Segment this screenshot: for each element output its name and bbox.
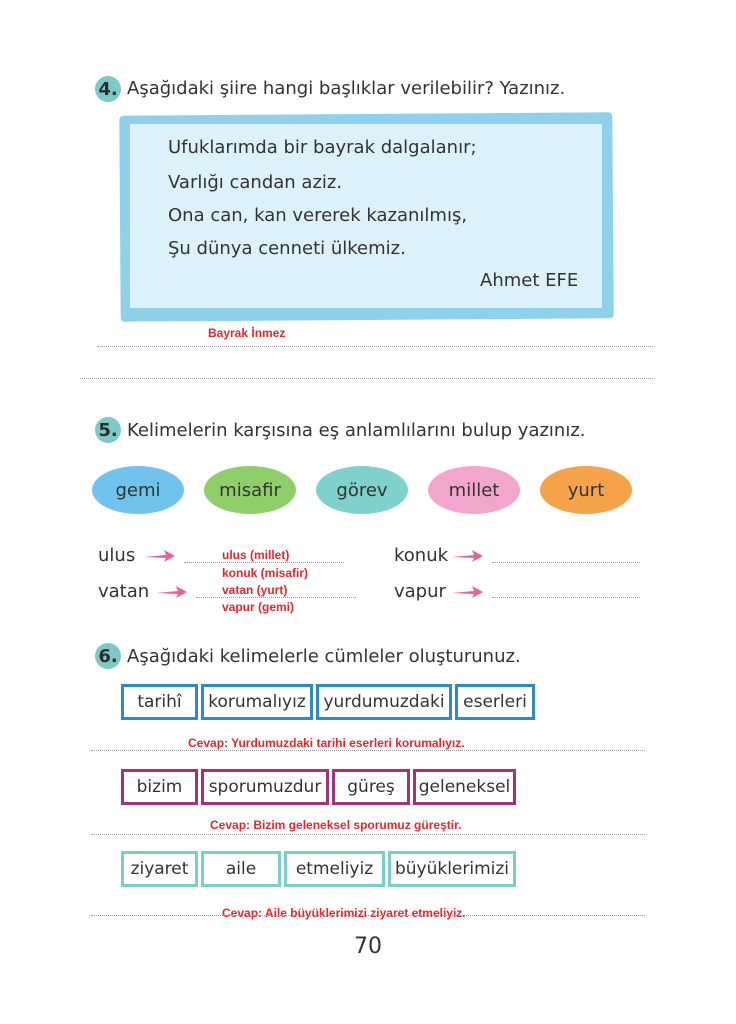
question-4-number: 4. (95, 76, 121, 102)
q5-answer-1: ulus (millet) (222, 548, 290, 562)
word-option-yurt (540, 466, 632, 514)
answer-line-ulus[interactable] (184, 562, 344, 563)
q5-answer-2: konuk (misafir) (222, 566, 309, 580)
word-konuk: konuk (394, 545, 449, 566)
word-option-gorev (316, 466, 408, 514)
answer-line-2[interactable] (80, 378, 653, 379)
word-card: tarihî (121, 684, 198, 720)
word-ulus: ulus (98, 545, 136, 566)
word-option-gemi (92, 466, 184, 514)
word-vatan: vatan (98, 581, 150, 602)
word-option-label: yurt (567, 479, 605, 501)
arrow-right-icon (154, 585, 188, 599)
arrow-right-icon (450, 549, 484, 563)
word-option-misafir (204, 466, 296, 514)
word-card: ziyaret (121, 851, 198, 887)
word-option-label: gemi (115, 479, 161, 501)
q4-answer: Bayrak İnmez (208, 326, 286, 340)
answer-line-sentence-3[interactable] (91, 915, 645, 916)
word-card: güreş (332, 769, 410, 805)
question-4-text: Aşağıdaki şiire hangi başlıklar verilebilir? Yazınız. (127, 78, 566, 99)
word-option-label: millet (448, 479, 500, 501)
answer-line-vatan[interactable] (196, 597, 356, 598)
poem-line-4: Şu dünya cenneti ülkemiz. (168, 238, 406, 259)
poem-line-1: Ufuklarımda bir bayrak dalgalanır; (168, 137, 477, 158)
arrow-right-icon (142, 549, 176, 563)
poem-author: Ahmet EFE (480, 270, 579, 291)
answer-line-konuk[interactable] (492, 562, 640, 563)
arrow-right-icon (450, 585, 484, 599)
word-option-label: görev (336, 479, 388, 501)
question-6-text: Aşağıdaki kelimelerle cümleler oluşturunuz. (127, 646, 521, 667)
word-card: aile (201, 851, 281, 887)
question-5-text: Kelimelerin karşısına eş anlamlılarını bulup yazınız. (127, 420, 586, 441)
word-option-millet (428, 466, 520, 514)
page-number: 70 (354, 934, 382, 959)
word-card: yurdumuzdaki (316, 684, 452, 720)
answer-line-sentence-1[interactable] (91, 750, 645, 751)
question-6-number: 6. (95, 643, 121, 669)
word-card: etmeliyiz (284, 851, 385, 887)
word-card: eserleri (455, 684, 535, 720)
word-card: korumalıyız (201, 684, 313, 720)
q5-answer-4: vapur (gemi) (222, 600, 295, 614)
poem-line-2: Varlığı candan aziz. (168, 172, 343, 193)
answer-line-vapur[interactable] (492, 597, 640, 598)
word-card: bizim (121, 769, 198, 805)
word-option-label: misafir (219, 479, 281, 501)
q6-answer-2: Cevap: Bizim geleneksel sporumuz güreştir. (210, 818, 462, 832)
q5-answer-3: vatan (yurt) (222, 583, 288, 597)
question-5-number: 5. (95, 417, 121, 443)
word-card: büyüklerimizi (388, 851, 516, 887)
word-card: geleneksel (413, 769, 516, 805)
word-vapur: vapur (394, 581, 446, 602)
poem-line-3: Ona can, kan vererek kazanılmış, (168, 205, 468, 226)
q6-answer-1: Cevap: Yurdumuzdaki tarihi eserleri korumalıyız. (188, 736, 465, 750)
q6-answer-3: Cevap: Aile büyüklerimizi ziyaret etmeliyiz. (222, 906, 466, 920)
answer-line-sentence-2[interactable] (91, 834, 645, 835)
word-card: sporumuzdur (201, 769, 329, 805)
answer-line-1[interactable] (97, 346, 653, 347)
